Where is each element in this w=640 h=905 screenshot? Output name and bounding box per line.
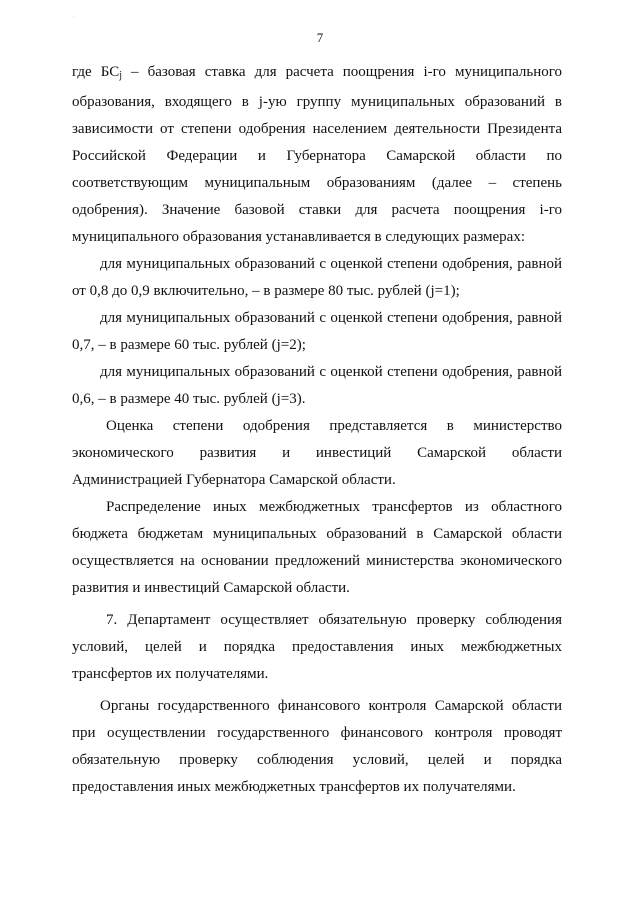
document-body [72, 59, 562, 801]
paragraph-base-rate-text: – базовая ставка для расчета поощрения i-го муниципального образования, входящего в j-ую группу муниципальных образований в зависимости от степени одобрения населением деятельности Президента Российской Федерации и Губернатора Самарской области по соответствующим муниципальным образованиям (далее – степень одобрения). Значение базовой ставки для расчета поощрения i-го муниципального образования устанавливается в следующих размерах: [72, 64, 563, 245]
paragraph-distribution: Распределение иных межбюджетных трансфертов из областного бюджета бюджетам муниципальных образований в Самарской области осуществляется на основании предложений министерства экономического развития и инвестиций Самарской области. [72, 499, 562, 596]
paragraph-item-7: 7. Департамент осуществляет обязательную проверку соблюдения условий, целей и порядка предоставления иных межбюджетных трансфертов их получателями. [72, 612, 562, 682]
paragraph-rate-group-2: для муниципальных образований с оценкой степени одобрения, равной 0,7, – в размере 60 тыс. рублей (j=2); [72, 310, 562, 353]
paragraph-rate-group-1: для муниципальных образований с оценкой степени одобрения, равной от 0,8 до 0,9 включительно, – в размере 80 тыс. рублей (j=1); [72, 256, 562, 299]
symbol-bs: где БС [72, 64, 120, 80]
page-number: 7 [316, 30, 324, 45]
scan-artifact-mark: · [73, 14, 75, 20]
paragraph-base-rate-definition [72, 59, 562, 251]
paragraph-approval-assessment: Оценка степени одобрения представляется в министерство экономического развития и инвестиций Самарской области Администрацией Губернатора Самарской области. [72, 418, 562, 488]
paragraph-rate-group-3: для муниципальных образований с оценкой степени одобрения, равной 0,6, – в размере 40 тыс. рублей (j=3). [72, 364, 562, 407]
paragraph-financial-control: Органы государственного финансового контроля Самарской области при осуществлении государственного финансового контроля проводят обязательную проверку соблюдения условий, целей и порядка предоставления иных межбюджетных трансфертов их получателями. [72, 698, 562, 795]
symbol-bs-subscript: j [119, 70, 123, 81]
